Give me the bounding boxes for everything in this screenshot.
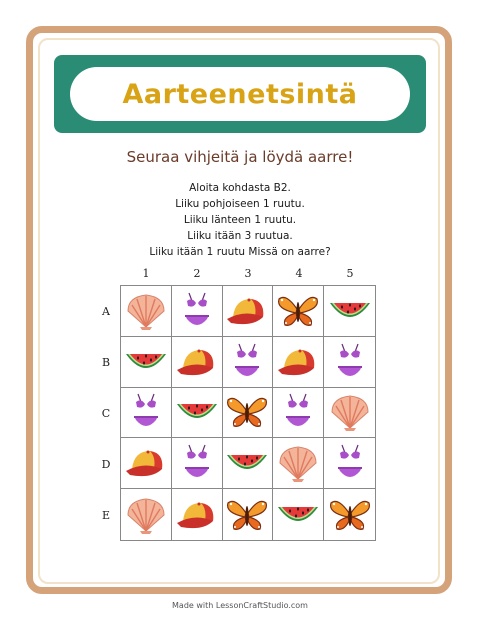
watermelon-icon xyxy=(175,392,219,432)
footer-credit: Made with LessonCraftStudio.com xyxy=(172,601,308,610)
cap-icon xyxy=(225,291,269,331)
page-title: Aarteenetsintä xyxy=(122,78,358,110)
column-label: 4 xyxy=(295,267,303,280)
butterfly-icon xyxy=(276,291,320,331)
grid-cell-B3 xyxy=(223,337,274,388)
cap-icon xyxy=(124,443,168,483)
grid-cell-A5 xyxy=(324,286,375,337)
cap-icon xyxy=(276,342,320,382)
watermelon-icon xyxy=(225,443,269,483)
treasure-grid xyxy=(120,285,376,541)
swimsuit-icon xyxy=(276,392,320,432)
watermelon-icon xyxy=(124,342,168,382)
grid-cell-E5 xyxy=(324,489,375,540)
butterfly-icon xyxy=(225,392,269,432)
clue-line: Aloita kohdasta B2. xyxy=(189,182,291,194)
shell-icon xyxy=(328,392,372,432)
grid-cell-C5 xyxy=(324,388,375,439)
column-label: 2 xyxy=(193,267,201,280)
grid-cell-B2 xyxy=(172,337,223,388)
swimsuit-icon xyxy=(328,443,372,483)
row-label: B xyxy=(101,356,111,369)
shell-icon xyxy=(276,443,320,483)
swimsuit-icon xyxy=(175,443,219,483)
row-label: D xyxy=(101,458,111,471)
grid-cell-E4 xyxy=(273,489,324,540)
shell-icon xyxy=(124,291,168,331)
row-label: C xyxy=(101,407,111,420)
title-pill xyxy=(70,67,410,121)
swimsuit-icon xyxy=(328,342,372,382)
grid-cell-D3 xyxy=(223,438,274,489)
watermelon-icon xyxy=(328,291,372,331)
cap-icon xyxy=(175,342,219,382)
swimsuit-icon xyxy=(124,392,168,432)
clue-list xyxy=(0,180,480,260)
grid-cell-D1 xyxy=(121,438,172,489)
butterfly-icon xyxy=(225,495,269,535)
grid-cell-A2 xyxy=(172,286,223,337)
swimsuit-icon xyxy=(225,342,269,382)
grid-cell-D2 xyxy=(172,438,223,489)
grid-cell-C4 xyxy=(273,388,324,439)
grid-cell-B5 xyxy=(324,337,375,388)
column-label: 5 xyxy=(346,267,354,280)
column-label: 3 xyxy=(244,267,252,280)
grid-cell-B1 xyxy=(121,337,172,388)
grid-cell-D5 xyxy=(324,438,375,489)
shell-icon xyxy=(124,495,168,535)
grid-cell-C2 xyxy=(172,388,223,439)
column-label: 1 xyxy=(142,267,150,280)
swimsuit-icon xyxy=(175,291,219,331)
row-label: A xyxy=(102,305,110,318)
clue-line: Liiku länteen 1 ruutu. xyxy=(183,214,297,226)
row-label: E xyxy=(101,509,111,522)
clue-line: Liiku itään 1 ruutu Missä on aarre? xyxy=(149,246,331,258)
grid-cell-E2 xyxy=(172,489,223,540)
page-subtitle: Seuraa vihjeitä ja löydä aarre! xyxy=(126,148,354,166)
grid-cell-B4 xyxy=(273,337,324,388)
clue-line: Liiku itään 3 ruutua. xyxy=(187,230,293,242)
grid-cell-D4 xyxy=(273,438,324,489)
grid-cell-A4 xyxy=(273,286,324,337)
grid-cell-E3 xyxy=(223,489,274,540)
grid-cell-C3 xyxy=(223,388,274,439)
watermelon-icon xyxy=(276,495,320,535)
butterfly-icon xyxy=(328,495,372,535)
cap-icon xyxy=(175,495,219,535)
grid-cell-A1 xyxy=(121,286,172,337)
grid-cell-A3 xyxy=(223,286,274,337)
grid-cell-C1 xyxy=(121,388,172,439)
clue-line: Liiku pohjoiseen 1 ruutu. xyxy=(175,198,305,210)
grid-cell-E1 xyxy=(121,489,172,540)
